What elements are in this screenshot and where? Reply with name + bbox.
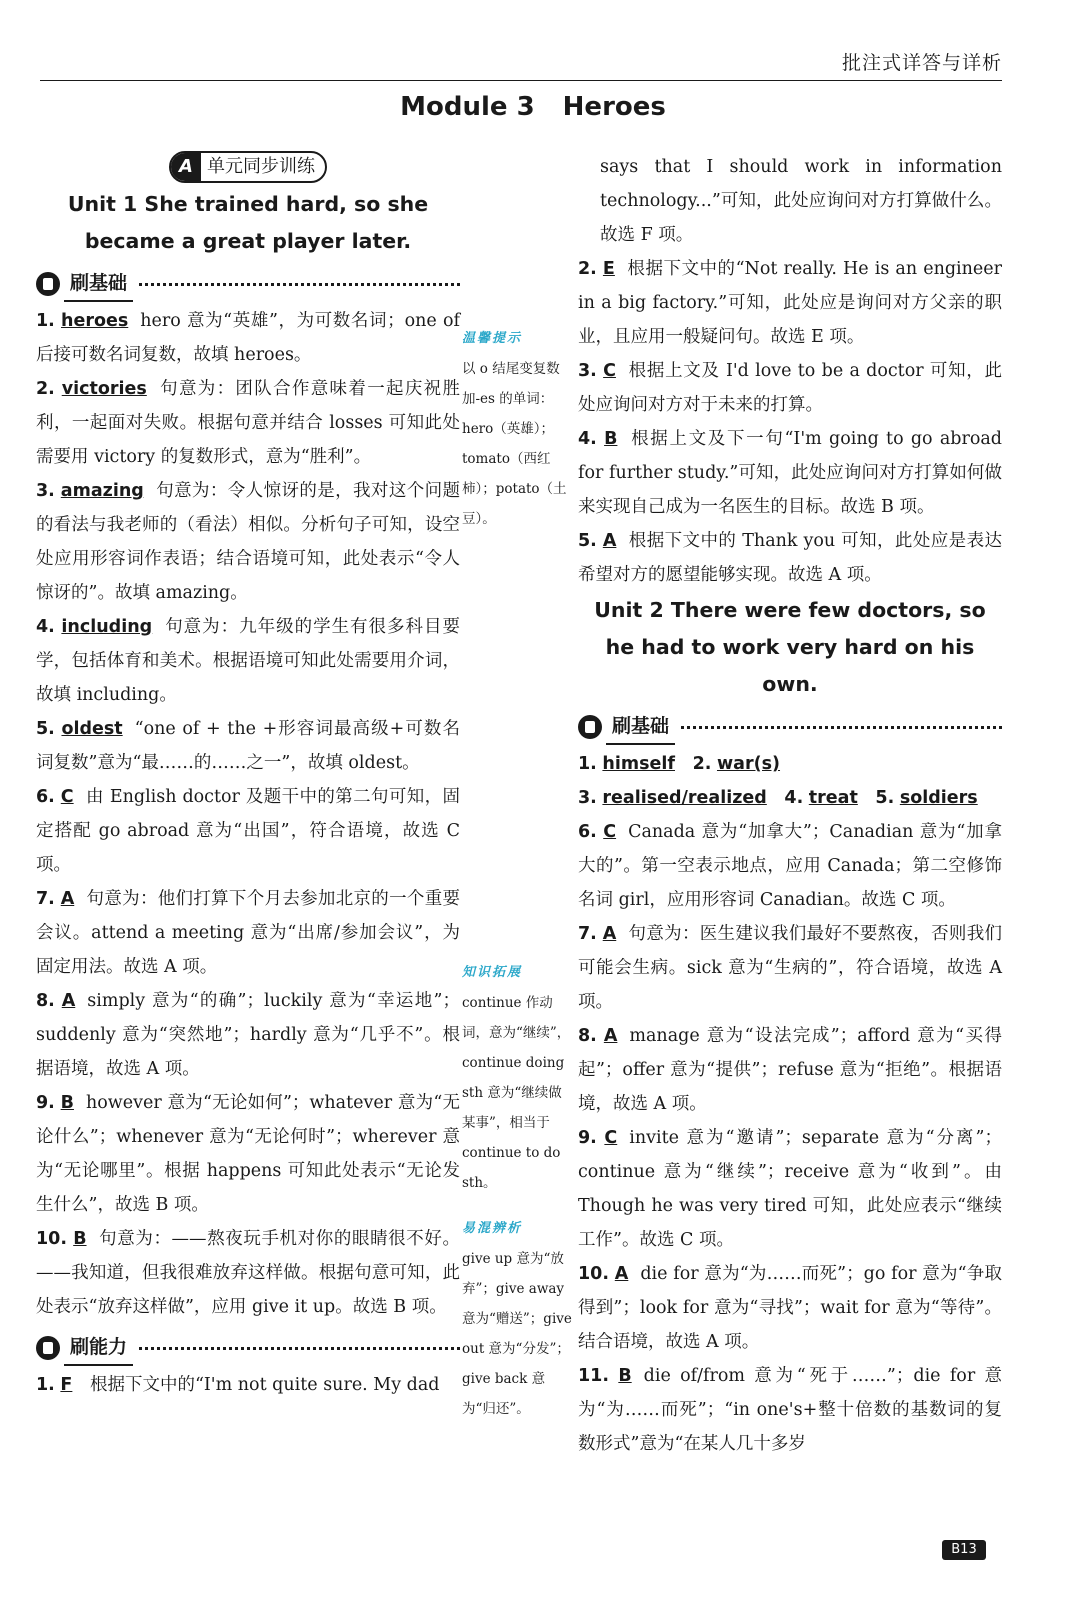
module-name: Heroes — [562, 92, 666, 122]
badge-letter: A — [171, 153, 201, 181]
item-explanation: 由 English doctor 及题干中的第二句可知，固定搭配 go abroad 意为“出国”，符合语境，故选 C 项。 — [36, 787, 460, 875]
item-number: 5. — [578, 531, 597, 551]
item-number: 5. — [36, 719, 55, 739]
item-answer: war(s) — [716, 754, 781, 774]
item-answer: victories — [61, 379, 147, 399]
unit2-title-line2: he had to work very hard on his own. — [605, 635, 975, 696]
item-number: 7. — [578, 924, 597, 944]
item-explanation: however 意为“无论如何”；whatever 意为“无论什么”；whenever 意为“无论何时”；wherever 意为“无论哪里”。根据 happens 可知此处表示“无论发生什么”，故选 B 项。 — [36, 1093, 460, 1215]
item-number: 1. — [36, 311, 55, 331]
item-explanation: 根据下文中的“I'm not quite sure. My dad — [89, 1375, 440, 1395]
note-heading: 知识拓展 — [462, 965, 523, 980]
item-explanation: simply 意为“的确”；luckily 意为“幸运地”；suddenly 意为“突然地”；hardly 意为“几乎不”。根据语境，故选 A 项。 — [36, 991, 460, 1079]
brush-icon — [36, 272, 60, 296]
item-explanation: 句意为：他们打算下个月去参加北京的一个重要会议。attend a meeting 意为“出席/参加会议”，为固定用法。故选 A 项。 — [36, 889, 460, 977]
item-answer: A — [61, 991, 76, 1011]
header-rule — [40, 80, 1002, 81]
item-answer: A — [60, 889, 75, 909]
answer-item — [578, 1359, 1002, 1461]
item-explanation: 句意为：医生建议我们最好不要熬夜，否则我们可能会生病。sick 意为“生病的”，符合语境，故选 A 项。 — [578, 924, 1002, 1012]
item-answer: himself — [602, 754, 675, 774]
unit2-title-line1: Unit 2 There were few doctors, so — [594, 598, 986, 622]
running-header: 批注式详答与详析 — [841, 52, 1002, 74]
item-answer: oldest — [61, 719, 123, 739]
section-ability — [36, 1330, 460, 1366]
section-basic-2 — [578, 709, 1002, 745]
item-number: 2. — [36, 379, 55, 399]
item-number: 7. — [36, 889, 55, 909]
item-number: 2. — [578, 259, 597, 279]
item-number: 10. — [36, 1229, 68, 1249]
item-number: 4. — [578, 429, 597, 449]
answer-item — [578, 422, 1002, 524]
continued-text: says that I should work in information technology...”可知，此处应询问对方打算做什么。故选 F 项。 — [600, 157, 1002, 245]
item-answer: C — [603, 361, 616, 381]
item-number: 5. — [875, 788, 895, 808]
item-number: 9. — [578, 1128, 597, 1148]
page-number: B13 — [942, 1540, 986, 1560]
item-answer: A — [602, 531, 617, 551]
answer-item — [36, 712, 460, 780]
answer-item — [578, 1257, 1002, 1359]
unit1-title-line2: became a great player later. — [84, 229, 412, 253]
short-answers-row1 — [578, 747, 1002, 781]
module-title — [0, 92, 1066, 122]
item-answer: A — [602, 924, 617, 944]
answer-item — [36, 1086, 460, 1222]
module-number: Module 3 — [400, 92, 535, 122]
answer-item — [36, 1368, 460, 1402]
answer-item — [36, 610, 460, 712]
item-number: 4. — [36, 617, 55, 637]
item-explanation: 句意为：九年级的学生有很多科目要学，包括体育和美术。根据语境可知此处需要用介词，故填 including。 — [36, 617, 460, 705]
item-number: 11. — [578, 1366, 610, 1386]
section-badge — [169, 151, 327, 183]
item-explanation: 根据上文及 I'd love to be a doctor 可知，此处应询问对方对于未来的打算。 — [578, 361, 1002, 415]
answer-item — [578, 1019, 1002, 1121]
item-number: 3. — [36, 481, 55, 501]
item-answer: F — [60, 1375, 73, 1395]
answer-item — [36, 474, 460, 610]
item-explanation: die of/from 意为“死于……”；die for 意为“为……而死”；“in one's+整十倍数的基数词的复数形式”意为“在某人几十多岁 — [578, 1366, 1002, 1454]
answer-item — [578, 815, 1002, 917]
left-column — [36, 150, 460, 1402]
item-explanation: 根据下文中的“Not really. He is an engineer in a big factory.”可知，此处应是询问对方父亲的职业，且应用一般疑问句。故选 E 项。 — [578, 259, 1002, 347]
item-answer: amazing — [60, 481, 144, 501]
section-label: 刷基础 — [606, 709, 675, 745]
item-number: 3. — [578, 788, 597, 808]
item-explanation: “one of + the +形容词最高级+可数名词复数”意为“最……的……之一”，故填 oldest。 — [36, 719, 460, 773]
item-answer: A — [603, 1026, 618, 1046]
item-answer: treat — [808, 788, 858, 808]
item-answer: C — [603, 822, 617, 842]
note-heading: 易混辨析 — [462, 1221, 523, 1236]
item-number: 8. — [578, 1026, 597, 1046]
item-answer: E — [602, 259, 615, 279]
item-number: 8. — [36, 991, 55, 1011]
unit1-title-line1: Unit 1 She trained hard, so she — [67, 192, 429, 216]
item-answer: C — [60, 787, 74, 807]
item-answer: B — [618, 1366, 632, 1386]
answer-item — [578, 917, 1002, 1019]
dotted-rule — [681, 726, 1002, 729]
brush-icon — [36, 1336, 60, 1360]
answer-item — [36, 1222, 460, 1324]
item-explanation: 根据上文及下一句“I'm going to go abroad for further study.”可知，此处应询问对方打算如何做来实现自己成为一名医生的目标。故选 B 项。 — [578, 429, 1002, 517]
answer-item — [578, 252, 1002, 354]
item-answer: B — [604, 429, 618, 449]
dotted-rule — [139, 1347, 460, 1350]
note-text: give up 意为“放弃”；give away 意为“赠送”；give out 意为“分发”；give back 意为“归还”。 — [462, 1251, 572, 1417]
note-text: continue 作动词，意为“继续”，continue doing sth 意为“继续做某事”，相当于 continue to do sth。 — [462, 995, 571, 1191]
item-number: 3. — [578, 361, 597, 381]
side-notes — [462, 150, 574, 1424]
answer-item — [578, 354, 1002, 422]
short-answers-row2 — [578, 781, 1002, 815]
badge-text: 单元同步训练 — [207, 156, 315, 177]
item-explanation: 根据下文中的 Thank you 可知，此处应是表达希望对方的愿望能够实现。故选 A 项。 — [578, 531, 1002, 585]
item-explanation: 句意为：团队合作意味着一起庆祝胜利，一起面对失败。根据句意并结合 losses 可知此处需要用 victory 的复数形式，意为“胜利”。 — [36, 379, 460, 467]
item-answer: including — [61, 617, 153, 637]
answer-item — [36, 372, 460, 474]
answer-item — [36, 304, 460, 372]
section-label: 刷基础 — [64, 266, 133, 302]
answer-item — [36, 984, 460, 1086]
item-explanation: manage 意为“设法完成”；afford 意为“买得起”；offer 意为“提供”；refuse 意为“拒绝”。根据语境，故选 A 项。 — [578, 1026, 1002, 1114]
item-answer: realised/realized — [602, 788, 767, 808]
answer-item — [36, 780, 460, 882]
item-number: 10. — [578, 1264, 610, 1284]
answer-item — [578, 524, 1002, 592]
item-explanation: die for 意为“为……而死”；go for 意为“争取得到”；look for 意为“寻找”；wait for 意为“等待”。结合语境，故选 A 项。 — [578, 1264, 1002, 1352]
item-explanation: 句意为：——熬夜玩手机对你的眼睛很不好。——我知道，但我很难放弃这样做。根据句意可知，此处表示“放弃这样做”，应用 give it up。故选 B 项。 — [36, 1229, 460, 1317]
section-label: 刷能力 — [64, 1330, 133, 1366]
item-number: 9. — [36, 1093, 55, 1113]
item-answer: B — [73, 1229, 87, 1249]
section-basic — [36, 266, 460, 302]
item-explanation: Canada 意为“加拿大”；Canadian 意为“加拿大的”。第一空表示地点，应用 Canada；第二空修饰名词 girl，应用形容词 Canadian。故选 C 项。 — [578, 822, 1002, 910]
item-answer: heroes — [61, 311, 129, 331]
item-number: 6. — [36, 787, 55, 807]
item-number: 2. — [692, 754, 712, 774]
item-number: 1. — [36, 1375, 55, 1395]
note-text: 以 o 结尾变复数加-es 的单词：hero（英雄）；tomato（西红柿）；potato（土豆）。 — [462, 361, 567, 527]
brush-icon — [578, 715, 602, 739]
item-number: 1. — [578, 754, 597, 774]
item-explanation: hero 意为“英雄”，为可数名词；one of 后接可数名词复数，故填 heroes。 — [36, 311, 460, 365]
item-answer: B — [60, 1093, 74, 1113]
right-column — [578, 150, 1002, 1461]
item-answer: C — [604, 1128, 618, 1148]
item-answer: A — [614, 1264, 629, 1284]
item-explanation: 句意为：令人惊讶的是，我对这个问题的看法与我老师的（看法）相似。分析句子可知，设空处应用形容词作表语；结合语境可知，此处表示“令人惊讶的”。故填 amazing。 — [36, 481, 460, 603]
item-answer: soldiers — [899, 788, 978, 808]
item-number: 6. — [578, 822, 597, 842]
answer-item — [36, 882, 460, 984]
note-heading: 温馨提示 — [462, 331, 523, 346]
dotted-rule — [139, 283, 460, 286]
item-number: 4. — [784, 788, 804, 808]
item-explanation: invite 意为“邀请”；separate 意为“分离”；continue 意为“继续”；receive 意为“收到”。由 Though he was very tired 可知，此处应表示“继续工作”。故选 C 项。 — [578, 1128, 1002, 1250]
answer-item — [578, 1121, 1002, 1257]
